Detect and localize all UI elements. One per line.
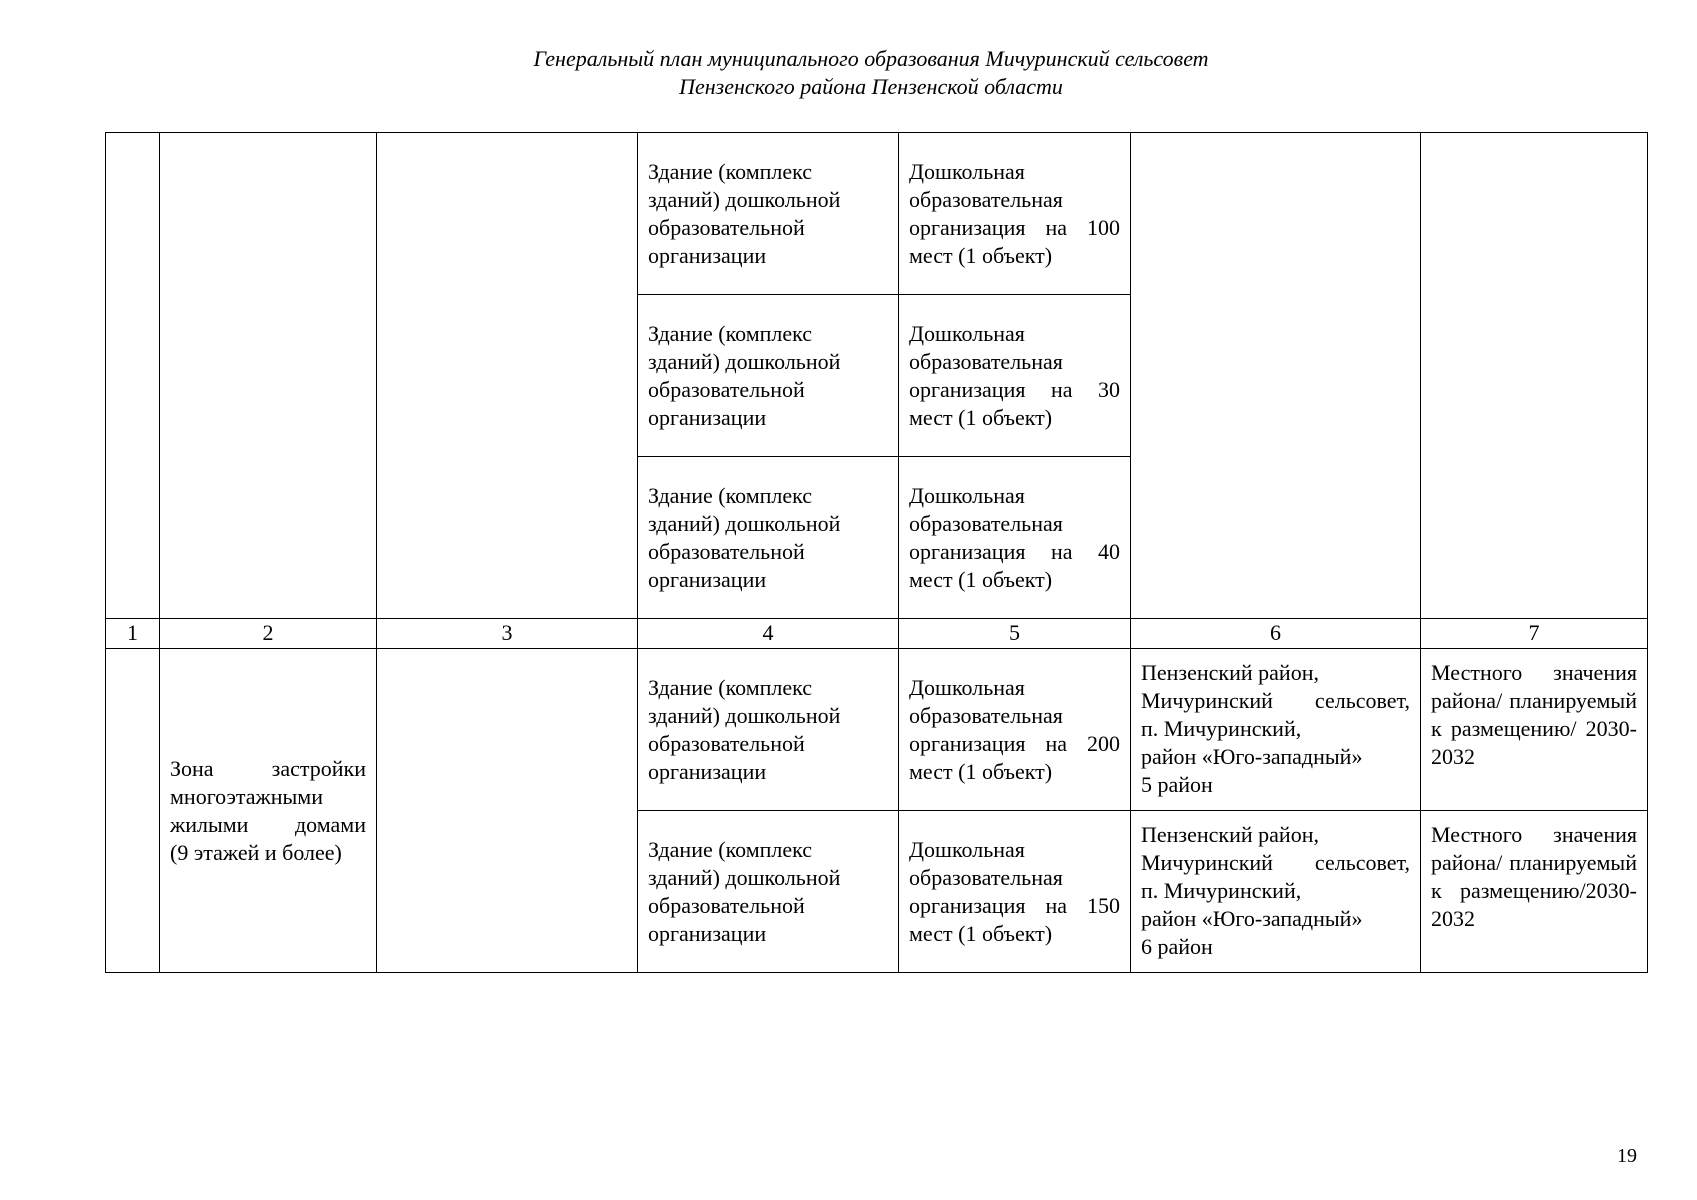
location-line: Мичуринский сельсовет,: [1141, 688, 1410, 713]
object-text: Здание (комплекс зданий) дошкольной образовательной организации: [648, 159, 841, 268]
description-cell: [899, 811, 1131, 973]
object-text: Здание (комплекс зданий) дошкольной образовательной организации: [648, 837, 841, 946]
description-text: Дошкольная образовательная организация на 100 мест (1 объект): [909, 159, 1120, 268]
table-row: [106, 133, 1648, 295]
location-line: п. Мичуринский,: [1141, 878, 1302, 903]
object-cell: [638, 457, 899, 619]
empty-cell: [1421, 133, 1648, 619]
location-line: район «Юго-западный»: [1141, 744, 1363, 769]
header-line-1: Генеральный план муниципального образования Мичуринский сельсовет: [533, 46, 1209, 71]
column-number: 7: [1421, 619, 1648, 649]
empty-cell: [377, 649, 638, 973]
column-number: 3: [377, 619, 638, 649]
location-line: Пензенский район,: [1141, 822, 1319, 847]
description-cell: [899, 295, 1131, 457]
object-text: Здание (комплекс зданий) дошкольной образовательной организации: [648, 321, 841, 430]
plan-table: [105, 132, 1648, 973]
significance-cell: [1421, 811, 1648, 973]
description-cell: [899, 457, 1131, 619]
empty-cell: [160, 133, 377, 619]
column-number: 5: [899, 619, 1131, 649]
object-cell: [638, 133, 899, 295]
empty-cell: [106, 649, 160, 973]
location-cell: [1131, 649, 1421, 811]
location-text: [1131, 811, 1420, 961]
column-number: 4: [638, 619, 899, 649]
significance-text: Местного значения района/ планируемый к размещению/2030-2032: [1431, 822, 1637, 931]
location-line: район «Юго-западный»: [1141, 906, 1363, 931]
location-line: 5 район: [1141, 772, 1213, 797]
zone-text: [160, 755, 376, 867]
zone-line: (9 этажей и более): [170, 839, 342, 865]
significance-text: Местного значения района/ планируемый к размещению/ 2030-2032: [1431, 660, 1637, 769]
object-cell: [638, 649, 899, 811]
description-text: Дошкольная образовательная организация на 200 мест (1 объект): [909, 675, 1120, 784]
location-line: 6 район: [1141, 934, 1213, 959]
column-number: 2: [160, 619, 377, 649]
location-text: [1131, 649, 1420, 799]
column-number-row: [106, 619, 1648, 649]
significance-cell: [1421, 649, 1648, 811]
zone-cell: [160, 649, 377, 973]
description-text: Дошкольная образовательная организация на 40 мест (1 объект): [909, 483, 1120, 592]
location-line: Пензенский район,: [1141, 660, 1319, 685]
empty-cell: [1131, 133, 1421, 619]
page-number: 19: [1617, 1145, 1637, 1167]
zone-line: многоэтажными: [170, 783, 323, 809]
object-text: Здание (комплекс зданий) дошкольной образовательной организации: [648, 675, 841, 784]
zone-line: жилыми домами: [170, 811, 366, 837]
description-text: Дошкольная образовательная организация на 30 мест (1 объект): [909, 321, 1120, 430]
object-cell: [638, 811, 899, 973]
zone-line: Зона застройки: [170, 755, 366, 781]
empty-cell: [377, 133, 638, 619]
document-header: [0, 45, 1697, 101]
column-number: 6: [1131, 619, 1421, 649]
description-text: Дошкольная образовательная организация на 150 мест (1 объект): [909, 837, 1120, 946]
location-line: п. Мичуринский,: [1141, 716, 1302, 741]
object-text: Здание (комплекс зданий) дошкольной образовательной организации: [648, 483, 841, 592]
table-row: [106, 649, 1648, 811]
location-line: Мичуринский сельсовет,: [1141, 850, 1410, 875]
description-cell: [899, 649, 1131, 811]
column-number: 1: [106, 619, 160, 649]
object-cell: [638, 295, 899, 457]
empty-cell: [106, 133, 160, 619]
description-cell: [899, 133, 1131, 295]
header-line-2: Пензенского района Пензенской области: [679, 74, 1063, 99]
location-cell: [1131, 811, 1421, 973]
